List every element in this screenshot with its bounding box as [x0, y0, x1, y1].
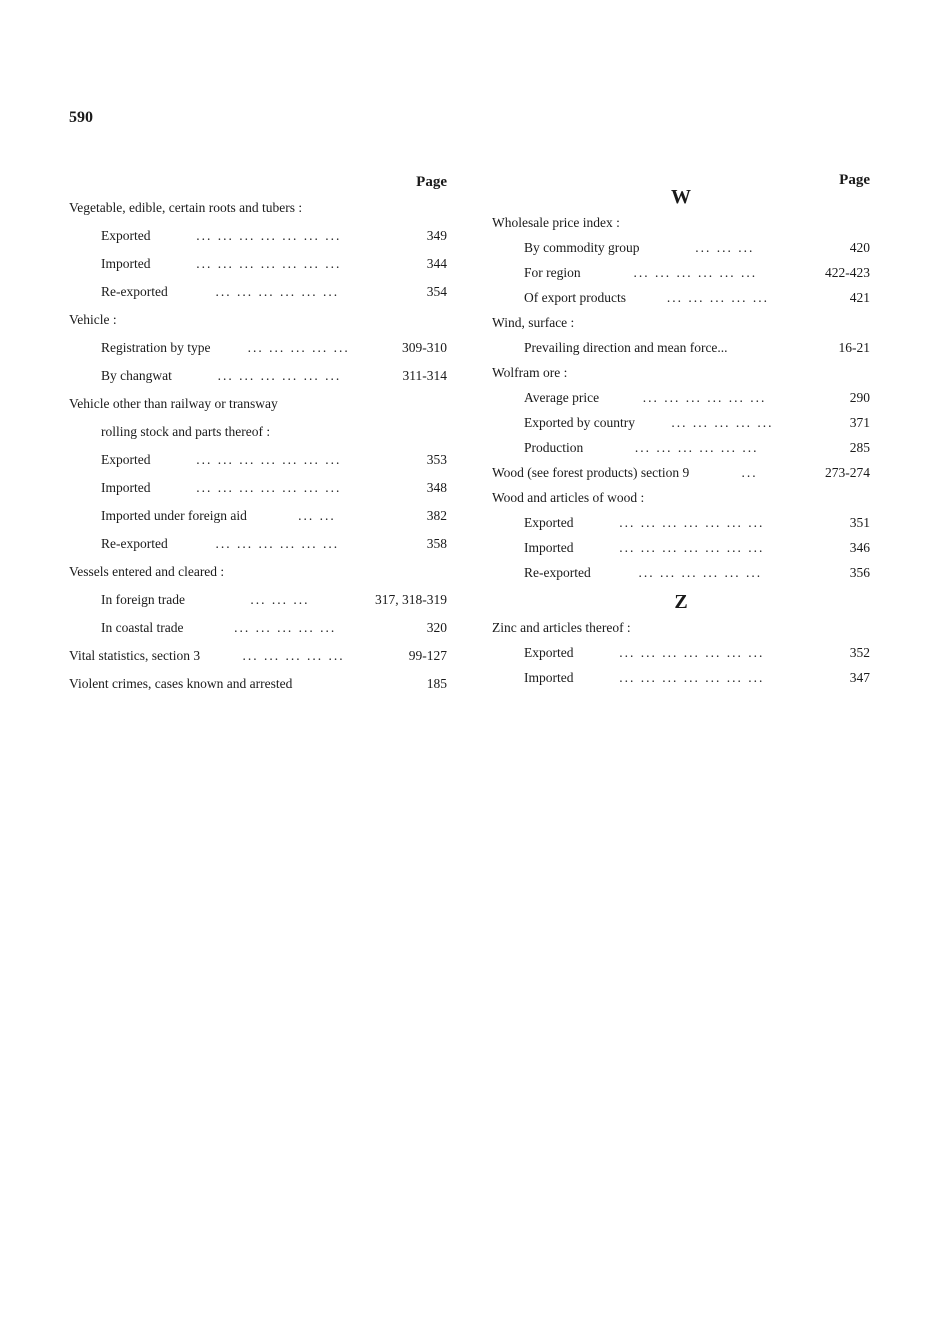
section-letter-z: Z — [674, 591, 688, 613]
entry-text: Average price — [524, 390, 600, 405]
entry-page-ref: 311-314 — [402, 368, 447, 383]
entry-text: Vehicle other than railway or transway — [69, 396, 278, 411]
entry-page-ref: 346 — [849, 540, 870, 555]
section-letter-w: W — [671, 186, 691, 208]
page-number: 590 — [69, 109, 93, 126]
entry-page-ref: 349 — [426, 228, 447, 243]
entry-page-ref: 356 — [849, 565, 870, 580]
entry-text: For region — [524, 265, 581, 280]
entry-text: Imported — [524, 670, 574, 685]
index-entry — [492, 360, 870, 385]
index-entry — [492, 560, 870, 585]
index-entry — [69, 670, 447, 698]
entry-text: Prevailing direction and mean force... — [524, 340, 728, 355]
index-entry — [69, 614, 447, 642]
leader-dots: ... ... ... — [250, 592, 310, 607]
entry-page-ref: 285 — [849, 440, 870, 455]
index-entry — [69, 642, 447, 670]
entry-page-ref: 421 — [849, 290, 870, 305]
entry-text: Exported — [101, 228, 151, 243]
index-entry — [492, 510, 870, 535]
entry-text: Vessels entered and cleared : — [69, 564, 225, 579]
index-entries — [69, 194, 447, 698]
index-entry — [69, 530, 447, 558]
leader-dots: ... ... ... ... ... ... — [634, 440, 759, 455]
leader-dots: ... ... — [298, 508, 336, 523]
index-entry — [492, 535, 870, 560]
index-entry — [492, 665, 870, 690]
entry-page-ref: 351 — [849, 515, 870, 530]
entry-page-ref: 353 — [426, 452, 447, 467]
entry-text: Re-exported — [101, 284, 168, 299]
index-entry — [69, 586, 447, 614]
index-entry — [492, 435, 870, 460]
entry-page-ref: 344 — [426, 256, 447, 271]
index-entry — [492, 615, 870, 640]
index-entry — [69, 306, 447, 334]
leader-dots: ... ... ... — [695, 240, 755, 255]
index-entry — [492, 385, 870, 410]
index-entry — [492, 410, 870, 435]
entry-text: In coastal trade — [101, 620, 184, 635]
entry-text: Exported — [101, 452, 151, 467]
entry-page-ref: 420 — [849, 240, 870, 255]
entry-text: Re-exported — [101, 536, 168, 551]
index-entry — [69, 222, 447, 250]
index-entry — [492, 485, 870, 510]
entry-text: By commodity group — [524, 240, 640, 255]
leader-dots: ... ... ... ... ... — [247, 340, 350, 355]
entry-text: Imported — [524, 540, 574, 555]
entry-page-ref: 185 — [426, 676, 447, 691]
index-entry — [69, 418, 447, 446]
entry-page-ref: 348 — [426, 480, 447, 495]
index-entry — [69, 250, 447, 278]
leader-dots: ... ... ... ... ... ... ... — [196, 256, 342, 271]
leader-dots: ... ... ... ... ... — [242, 648, 345, 663]
leader-dots: ... ... ... ... ... ... ... — [619, 670, 765, 685]
index-entry — [69, 334, 447, 362]
entry-text: rolling stock and parts thereof : — [101, 424, 271, 439]
index-entry — [492, 640, 870, 665]
index-entry — [492, 310, 870, 335]
entry-text: Violent crimes, cases known and arrested — [69, 676, 293, 691]
leader-dots: ... ... ... ... ... ... ... — [196, 480, 342, 495]
entry-text: In foreign trade — [101, 592, 185, 607]
index-entries-z — [492, 615, 870, 690]
entry-page-ref: 422-423 — [825, 265, 870, 280]
entry-page-ref: 371 — [849, 415, 870, 430]
entry-text: Exported — [524, 515, 574, 530]
leader-dots: ... ... ... ... ... ... — [217, 368, 342, 383]
leader-dots: ... ... ... ... ... ... — [633, 265, 758, 280]
index-entry — [492, 210, 870, 235]
entry-page-ref: 273-274 — [825, 465, 870, 480]
index-entry — [69, 558, 447, 586]
leader-dots: ... — [741, 465, 758, 480]
index-entry — [69, 502, 447, 530]
leader-dots: ... ... ... ... ... ... ... — [619, 540, 765, 555]
index-entry — [69, 194, 447, 222]
entry-text: Wood (see forest products) section 9 — [492, 465, 690, 480]
leader-dots: ... ... ... ... ... ... — [215, 284, 340, 299]
entry-page-ref: 358 — [426, 536, 447, 551]
entry-text: Of export products — [524, 290, 626, 305]
entry-text: Imported — [101, 480, 151, 495]
entry-page-ref: 320 — [426, 620, 447, 635]
index-entry — [69, 474, 447, 502]
leader-dots: ... ... ... ... ... ... — [638, 565, 763, 580]
entry-page-ref: 352 — [849, 645, 870, 660]
entry-page-ref: 16-21 — [838, 340, 870, 355]
entry-text: Wholesale price index : — [492, 215, 620, 230]
entry-text: Re-exported — [524, 565, 591, 580]
page-column-header: Page — [839, 172, 870, 188]
leader-dots: ... ... ... ... ... — [666, 290, 770, 305]
entry-page-ref: 354 — [426, 284, 447, 299]
leader-dots: ... ... ... ... ... ... ... — [619, 645, 765, 660]
entry-page-ref: 382 — [426, 508, 447, 523]
entry-text: Registration by type — [101, 340, 211, 355]
index-entry — [69, 446, 447, 474]
entry-page-ref: 347 — [849, 670, 870, 685]
index-entry — [492, 460, 870, 485]
entry-page-ref: 99-127 — [408, 648, 447, 663]
entry-text: Wolfram ore : — [492, 365, 568, 380]
leader-dots: ... ... ... ... ... ... ... — [619, 515, 765, 530]
entry-text: Vital statistics, section 3 — [69, 648, 201, 663]
leader-dots: ... ... ... ... ... — [234, 620, 337, 635]
entry-text: Vegetable, edible, certain roots and tubers : — [69, 200, 303, 215]
index-column-right — [492, 170, 870, 690]
index-entry — [492, 235, 870, 260]
leader-dots: ... ... ... ... ... ... ... — [196, 452, 342, 467]
index-entry — [69, 390, 447, 418]
index-entries-w — [492, 210, 870, 585]
entry-text: Wood and articles of wood : — [492, 490, 645, 505]
entry-page-ref: 290 — [849, 390, 870, 405]
entry-text: Vehicle : — [69, 312, 117, 327]
entry-text: Exported by country — [524, 415, 635, 430]
index-column-left — [69, 170, 447, 698]
entry-text: Wind, surface : — [492, 315, 575, 330]
entry-text: Zinc and articles thereof : — [492, 620, 631, 635]
index-entry — [492, 285, 870, 310]
leader-dots: ... ... ... ... ... ... — [215, 536, 340, 551]
index-entry — [492, 260, 870, 285]
entry-page-ref: 317, 318-319 — [375, 592, 447, 607]
leader-dots: ... ... ... ... ... ... ... — [196, 228, 342, 243]
index-entry — [492, 335, 870, 360]
entry-text: Imported under foreign aid — [101, 508, 247, 523]
entry-text: Production — [524, 440, 584, 455]
entry-page-ref: 309-310 — [402, 340, 447, 355]
index-entry — [69, 362, 447, 390]
leader-dots: ... ... ... ... ... ... — [642, 390, 767, 405]
index-entry — [69, 278, 447, 306]
entry-text: Exported — [524, 645, 574, 660]
page-column-header: Page — [416, 174, 447, 190]
entry-text: Imported — [101, 256, 151, 271]
leader-dots: ... ... ... ... ... — [671, 415, 774, 430]
entry-text: By changwat — [101, 368, 172, 383]
